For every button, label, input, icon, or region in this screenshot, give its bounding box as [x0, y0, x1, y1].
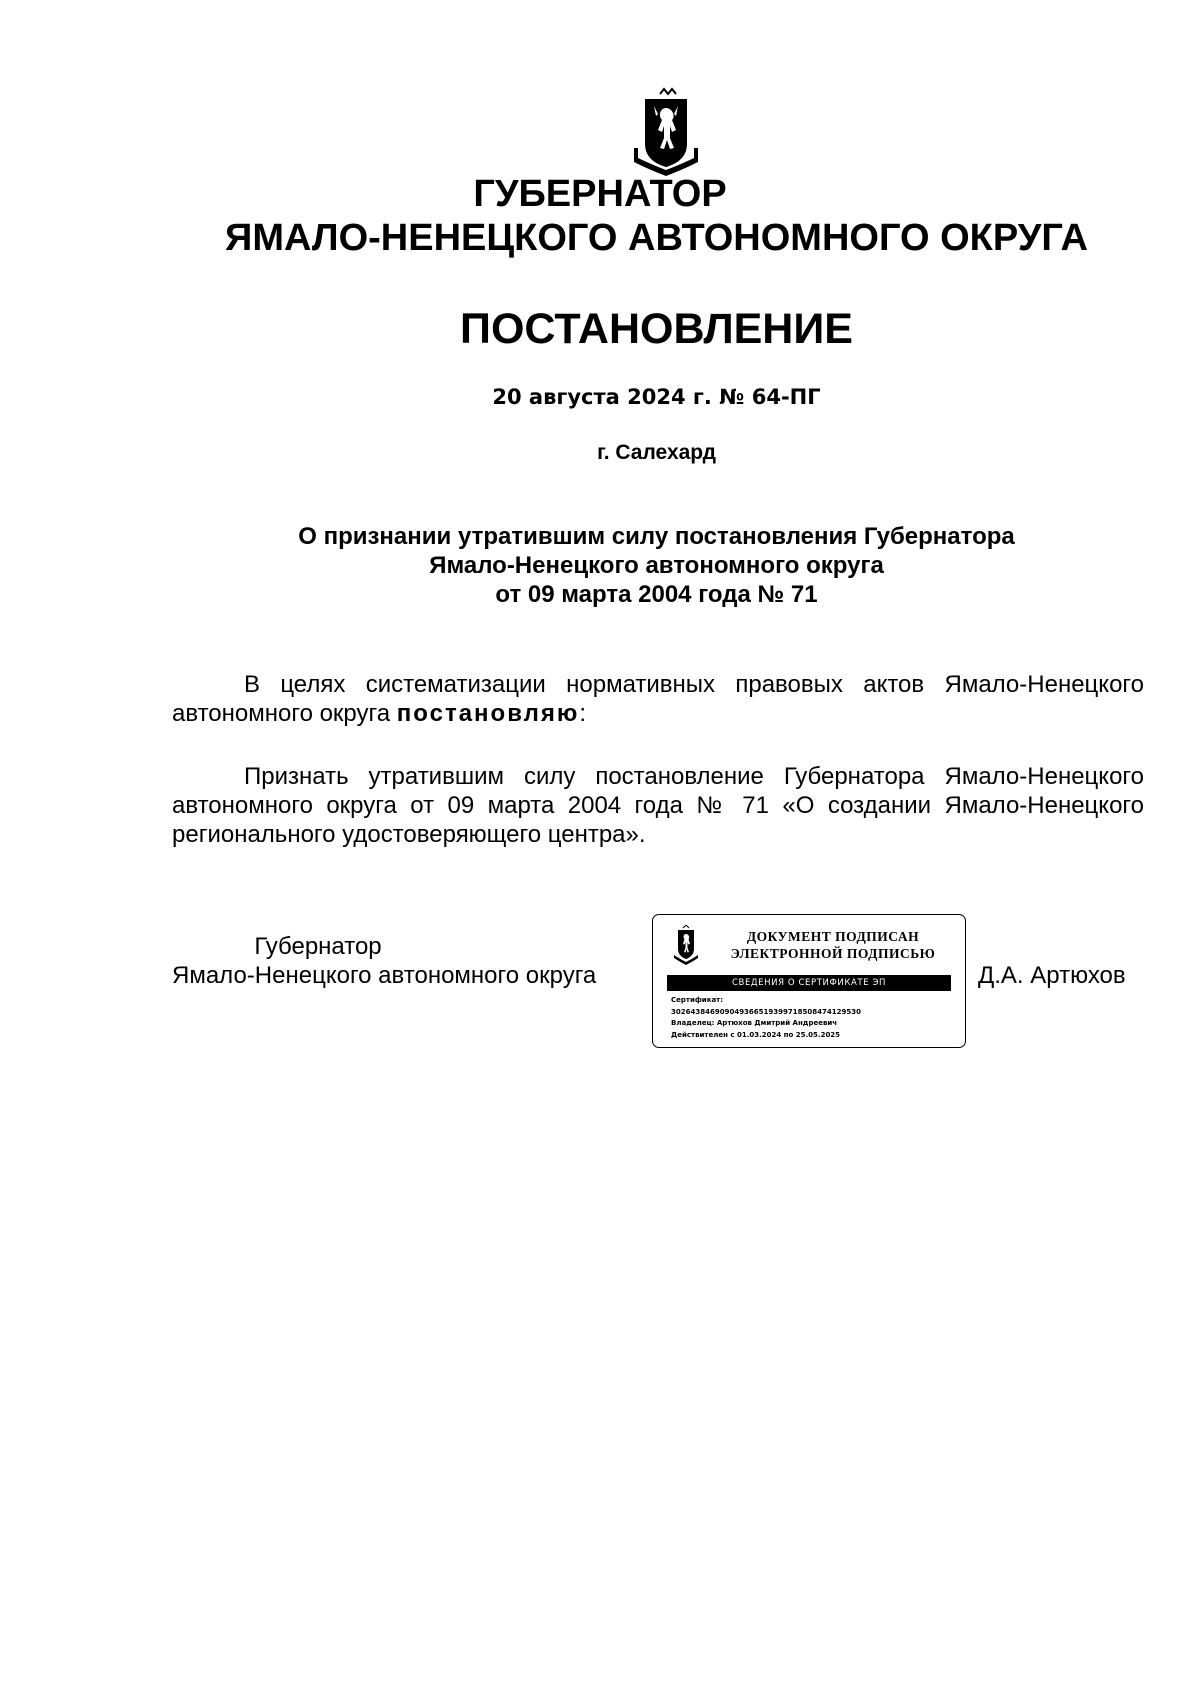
document-subject	[0, 522, 1200, 609]
stamp-title-line-1: ДОКУМЕНТ ПОДПИСАН	[746, 929, 920, 944]
paragraph-1-tail: :	[579, 700, 587, 727]
document-city: г. Салехард	[597, 441, 716, 464]
subject-line-1: О признании утратившим силу постановления Губернатора	[298, 523, 1015, 550]
subject-line-3: от 09 марта 2004 года № 71	[495, 581, 818, 608]
document-date-number: 20 августа 2024 г. № 64-ПГ	[492, 385, 821, 409]
issuer-region: ЯМАЛО-НЕНЕЦКОГО АВТОНОМНОГО ОКРУГА	[225, 217, 1088, 259]
signatory-name: Д.А. Артюхов	[978, 962, 1126, 989]
certificate-label: Сертификат:	[671, 996, 724, 1004]
signatory-position-line-1: Губернатор	[254, 933, 382, 960]
certificate-validity: Действителен с 01.03.2024 по 25.05.2025	[671, 1030, 841, 1039]
issuer-title: ГУБЕРНАТОР	[473, 173, 727, 215]
document-type: ПОСТАНОВЛЕНИЕ	[460, 305, 853, 353]
certificate-details	[671, 995, 959, 1041]
electronic-signature-stamp	[652, 914, 966, 1048]
coat-of-arms-icon	[673, 925, 699, 965]
signatory-position	[172, 932, 642, 990]
certificate-info-bar: СВЕДЕНИЯ О СЕРТИФИКАТЕ ЭП	[667, 975, 951, 991]
paragraph-2-text: Признать утратившим силу постановление Губернатора Ямало-Ненецкого автономного округа от 09 марта 2004 года № 71 «О создании Ямало-Ненецкого регионального удостоверяющего центра».	[172, 763, 1144, 848]
stamp-title-line-2: ЭЛЕКТРОННОЙ ПОДПИСЬЮ	[730, 946, 936, 961]
body-paragraph-1	[172, 670, 1144, 728]
subject-line-2: Ямало-Ненецкого автономного округа	[429, 552, 884, 579]
signatory-position-line-2: Ямало-Ненецкого автономного округа	[172, 962, 597, 989]
resolution-keyword: постановляю	[396, 700, 580, 727]
paragraph-1-text: В целях систематизации нормативных правовых актов Ямало-Ненецкого автономного округа	[172, 671, 1144, 727]
certificate-number: 302643846909049366519399718508474129530	[671, 1007, 861, 1016]
coat-of-arms-icon	[630, 86, 702, 178]
certificate-owner: Владелец: Артюхов Дмитрий Андреевич	[671, 1019, 838, 1027]
stamp-title	[713, 928, 953, 962]
body-paragraph-2	[172, 762, 1144, 849]
